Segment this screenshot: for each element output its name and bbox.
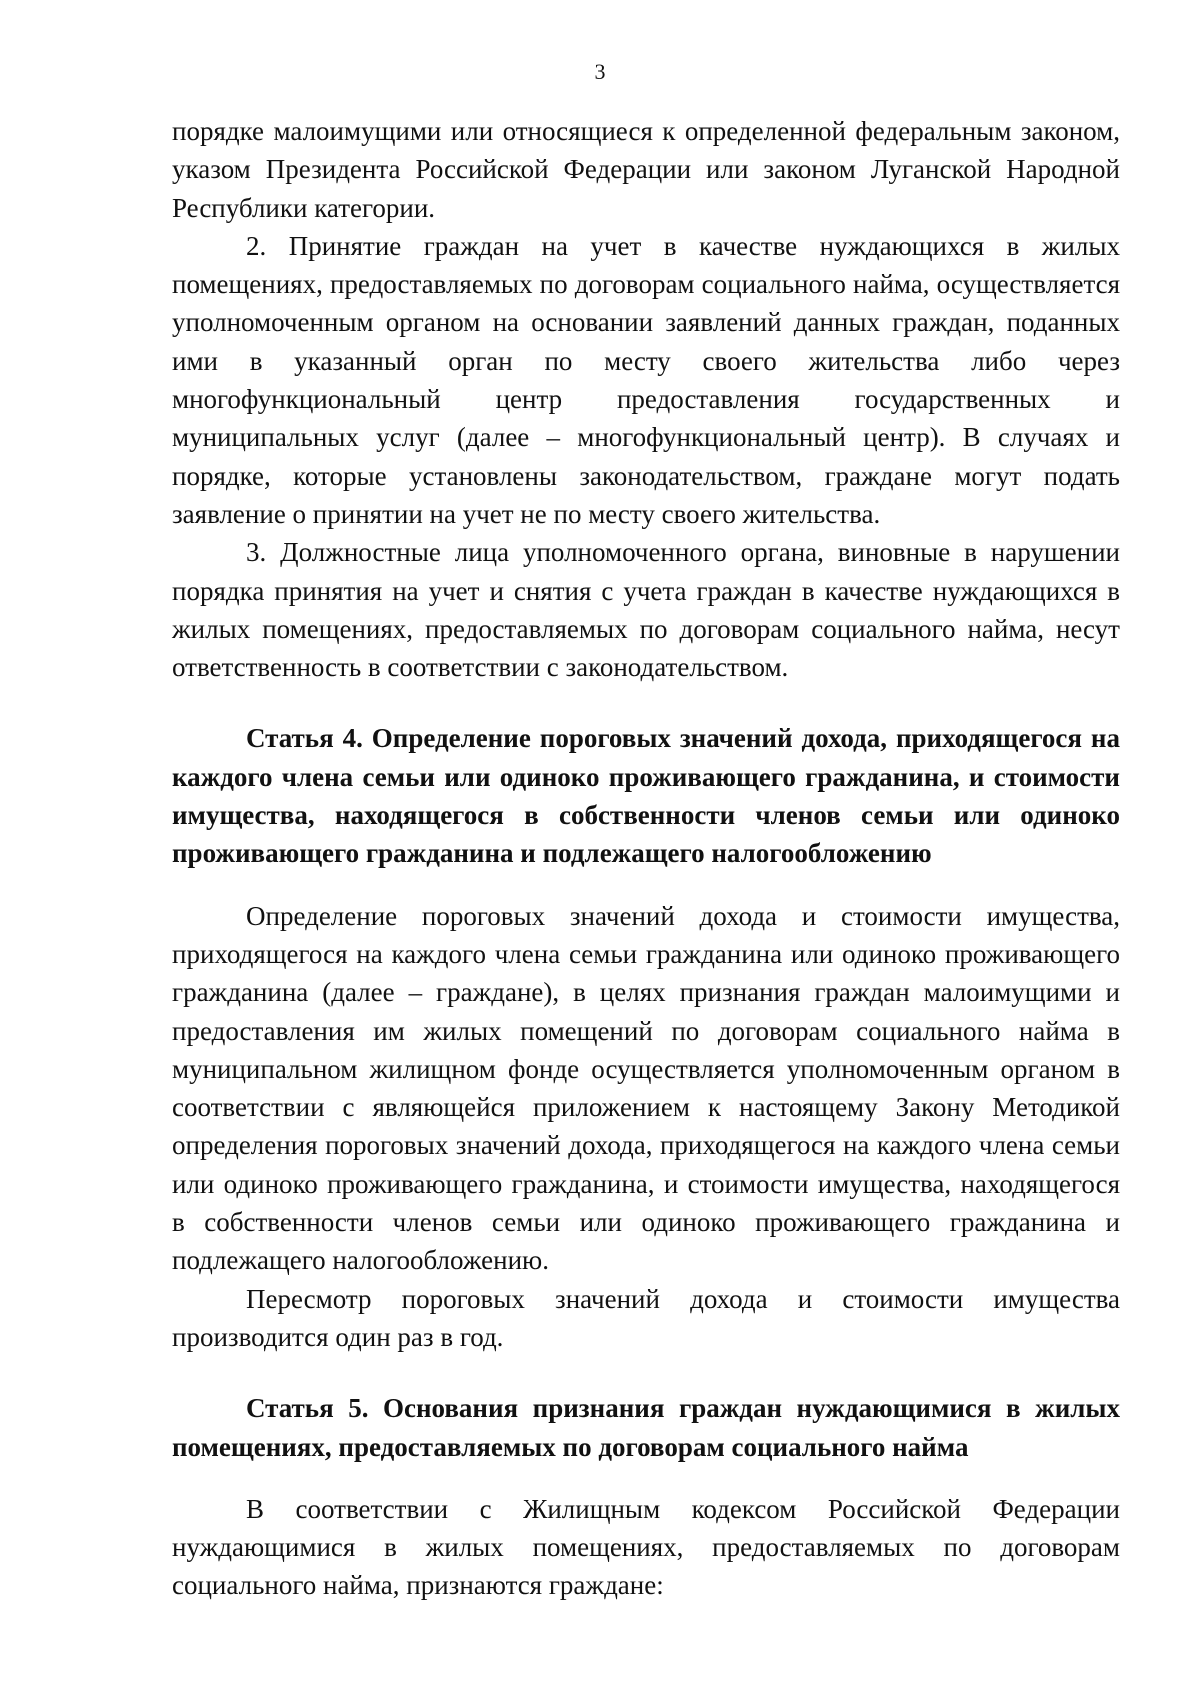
article-5-paragraph-1: В соответствии с Жилищным кодексом Российской Федерации нуждающимися в жилых помещениях, предоставляемых по договорам социального найма, признаются граждане: [172, 1493, 1120, 1601]
article-4-paragraph-1: Определение пороговых значений дохода и стоимости имущества, приходящегося на каждого члена семьи гражданина или одиноко проживающего гражданина (далее – граждане), в целях признания граждан малоимущими и предоставления им жилых помещений по договорам социального найма в муниципальном жилищном фонде осуществляется уполномоченным органом в соответствии с являющейся приложением к настоящему Закону Методикой определения пороговых значений дохода, приходящегося на каждого члена семьи или одиноко проживающего гражданина, и стоимости имущества, находящегося в собственности членов семьи или одиноко проживающего гражданина и подлежащего налогообложению. [172, 900, 1120, 1276]
document-body [172, 112, 1120, 1605]
paragraph-continuation: порядке малоимущими или относящиеся к определенной федеральным законом, указом Президента Российской Федерации или законом Луганской Народной Республики категории. [172, 116, 1120, 223]
article-4-heading: Статья 4. Определение пороговых значений дохода, приходящегося на каждого члена семьи или одиноко проживающего гражданина, и стоимости имущества, находящегося в собственности членов семьи или одиноко проживающего гражданина и подлежащего налогообложению [172, 723, 1120, 869]
paragraph-item-3: 3. Должностные лица уполномоченного органа, виновные в нарушении порядка принятия на учет и снятия с учета граждан в качестве нуждающихся в жилых помещениях, предоставляемых по договорам социального найма, несут ответственность в соответствии с законодательством. [172, 537, 1120, 683]
article-5-heading: Статья 5. Основания признания граждан нуждающимися в жилых помещениях, предоставляемых по договорам социального найма [172, 1393, 1120, 1462]
page-number: 3 [594, 59, 606, 84]
article-4-paragraph-2: Пересмотр пороговых значений дохода и стоимости имущества производится один раз в год. [172, 1283, 1120, 1352]
paragraph-item-2: 2. Принятие граждан на учет в качестве нуждающихся в жилых помещениях, предоставляемых по договорам социального найма, осуществляется уполномоченным органом на основании заявлений данных граждан, поданных ими в указанный орган по месту своего жительства либо через многофункциональный центр предоставления государственных и муниципальных услуг (далее – многофункциональный центр). В случаях и порядке, которые установлены законодательством, граждане могут подать заявление о принятии на учет не по месту своего жительства. [172, 230, 1120, 529]
